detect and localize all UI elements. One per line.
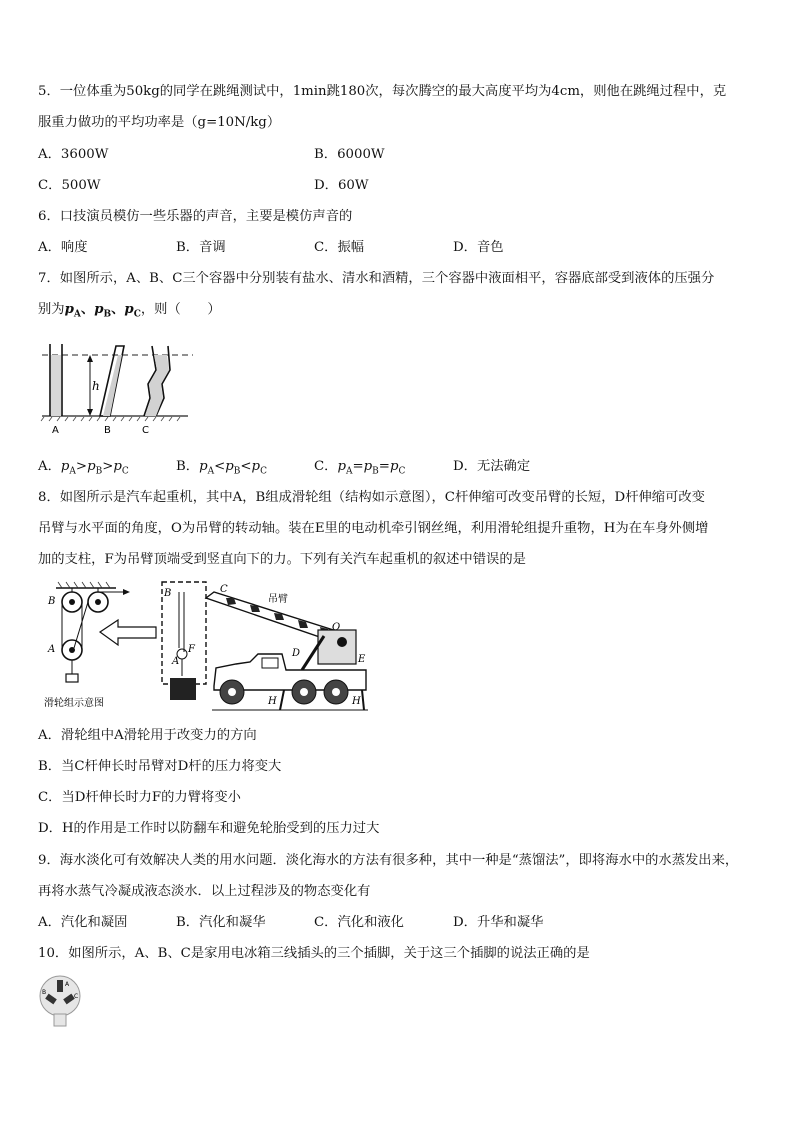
q6-option-c: C．振幅 <box>314 240 365 255</box>
q5-option-d: D．60W <box>314 178 369 193</box>
q7-figure-label-a: A <box>52 425 59 436</box>
q7-figure-label-b: B <box>104 425 111 436</box>
q10-plug-label-b: B <box>42 989 47 996</box>
q7-option-b: B．$p_A<p_B<p_C$ <box>176 459 267 477</box>
q6-stem: 6．口技演员模仿一些乐器的声音，主要是模仿声音的 <box>38 209 353 224</box>
q7-stem-prefix: 别为 <box>38 302 65 317</box>
q9-stem-line1: 9．海水淡化可有效解决人类的用水问题．淡化海水的方法有很多种，其中一种是“蒸馏法”，即将海水中的水蒸发出来， <box>38 853 739 868</box>
q10-plug-figure <box>38 974 84 1028</box>
q7-stem-line1: 7．如图所示，A、B、C三个容器中分别装有盐水、清水和酒精，三个容器中液面相平，容器底部受到液体的压强分 <box>38 271 715 286</box>
q8-option-d: D．H的作用是工作时以防翻车和避免轮胎受到的压力过大 <box>38 821 380 836</box>
q8-stem-line2: 吊臂与水平面的角度，O为吊臂的转动轴。装在E里的电动机牵引钢丝绳，利用滑轮组提升重物，H为在车身外侧增 <box>38 521 709 536</box>
q6-option-d: D．音色 <box>453 240 504 255</box>
q7-stem-line2: 别为$p_A$、$p_B$、$p_C$，则（ ） <box>38 302 221 320</box>
q7-stem-suffix: ，则（ ） <box>140 302 221 317</box>
q10-stem: 10．如图所示，A、B、C是家用电冰箱三线插头的三个插脚，关于这三个插脚的说法正确的是 <box>38 946 590 961</box>
q8-fig-label-d: D <box>292 648 301 659</box>
q5-option-c: C．500W <box>38 178 101 193</box>
q6-option-a: A．响度 <box>38 240 88 255</box>
q8-fig-label-h1: H <box>268 696 277 707</box>
q6-option-b: B．音调 <box>176 240 226 255</box>
q9-option-d: D．升华和凝华 <box>453 915 544 930</box>
q8-stem-line1: 8．如图所示是汽车起重机，其中A，B组成滑轮组（结构如示意图），C杆伸缩可改变吊臂的长短，D杆伸缩可改变 <box>38 490 705 505</box>
q7-option-a: A．$p_A>p_B>p_C$ <box>38 459 129 477</box>
q8-figure-boom-label: 吊臂 <box>268 594 288 605</box>
q7-containers-figure <box>38 340 198 436</box>
q8-fig-label-a1: A <box>48 644 56 655</box>
q9-option-b: B．汽化和凝华 <box>176 915 266 930</box>
q9-option-c: C．汽化和液化 <box>314 915 404 930</box>
q8-option-a: A．滑轮组中A滑轮用于改变力的方向 <box>38 728 257 743</box>
q8-crane-figure <box>36 578 368 720</box>
q7-option-d: D．无法确定 <box>453 459 531 474</box>
q5-stem-line2: 服重力做功的平均功率是（g=10N/kg） <box>38 115 281 130</box>
q8-fig-label-c: C <box>220 584 228 595</box>
q7-figure-label-c: C <box>142 425 149 436</box>
q5-option-a: A．3600W <box>38 147 109 162</box>
q8-fig-label-b1: B <box>48 596 56 607</box>
q5-option-b: B．6000W <box>314 147 385 162</box>
q8-option-b: B．当C杆伸长时吊臂对D杆的压力将变大 <box>38 759 282 774</box>
q5-stem-line1: 5．一位体重为50kg的同学在跳绳测试中，1min跳180次，每次腾空的最大高度平均为4cm，则他在跳绳过程中，克 <box>38 84 727 99</box>
q8-option-c: C．当D杆伸长时力F的力臂将变小 <box>38 790 241 805</box>
q8-fig-label-f: F <box>188 644 195 655</box>
q8-fig-label-a2: A <box>172 656 180 667</box>
q8-stem-line3: 加的支柱，F为吊臂顶端受到竖直向下的力。下列有关汽车起重机的叙述中错误的是 <box>38 552 526 567</box>
q7-figure-label-h: h <box>92 379 100 393</box>
q8-figure-caption: 滑轮组示意图 <box>44 698 104 709</box>
q7-option-c: C．$p_A=p_B=p_C$ <box>314 459 406 477</box>
q8-fig-label-e: E <box>358 654 366 665</box>
q10-plug-label-c: C <box>74 993 79 1000</box>
q9-option-a: A．汽化和凝固 <box>38 915 128 930</box>
q8-fig-label-h2: H <box>352 696 361 707</box>
q8-fig-label-b2: B <box>164 588 172 599</box>
q8-fig-label-o: O <box>332 622 341 633</box>
q9-stem-line2: 再将水蒸气冷凝成液态淡水．以上过程涉及的物态变化有 <box>38 884 371 899</box>
q10-plug-label-a: A <box>65 981 70 988</box>
